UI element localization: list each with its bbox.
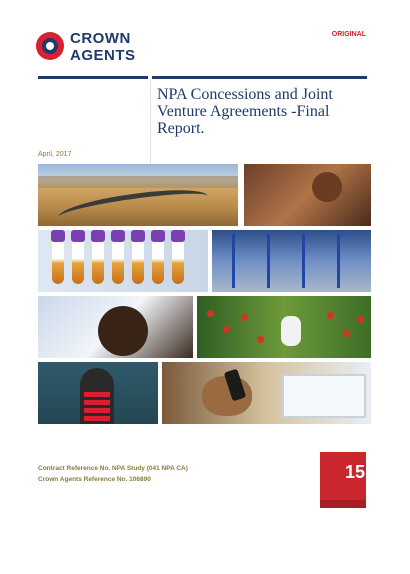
report-title: NPA Concessions and Joint Venture Agreements -Final Report. xyxy=(157,86,333,137)
photo-ship xyxy=(38,362,158,424)
crown-agents-logo xyxy=(70,30,136,64)
contract-reference: Contract Reference No. NPA Study (041 NPA CA) xyxy=(38,465,188,472)
original-stamp: ORIGINAL xyxy=(331,31,366,38)
award-badge-number: 15 xyxy=(345,462,366,482)
divider-right xyxy=(152,76,367,79)
award-badge-bar xyxy=(320,500,366,508)
photo-tomatoes xyxy=(197,296,371,358)
photo-road xyxy=(38,164,238,226)
photo-phone xyxy=(162,362,371,424)
report-date: April, 2017 xyxy=(38,151,72,158)
vertical-divider xyxy=(150,79,151,171)
photo-warehouse xyxy=(212,230,371,292)
crown-agents-reference: Crown Agents Reference No. 106890 xyxy=(38,476,151,483)
logo-line-2: AGENTS xyxy=(70,47,136,64)
photo-test-tubes xyxy=(38,230,208,292)
photo-sewing xyxy=(244,164,371,226)
photo-student xyxy=(38,296,193,358)
divider-left xyxy=(38,76,148,79)
logo-line-1: CROWN xyxy=(70,30,131,47)
crown-agents-logo-icon xyxy=(36,32,64,60)
